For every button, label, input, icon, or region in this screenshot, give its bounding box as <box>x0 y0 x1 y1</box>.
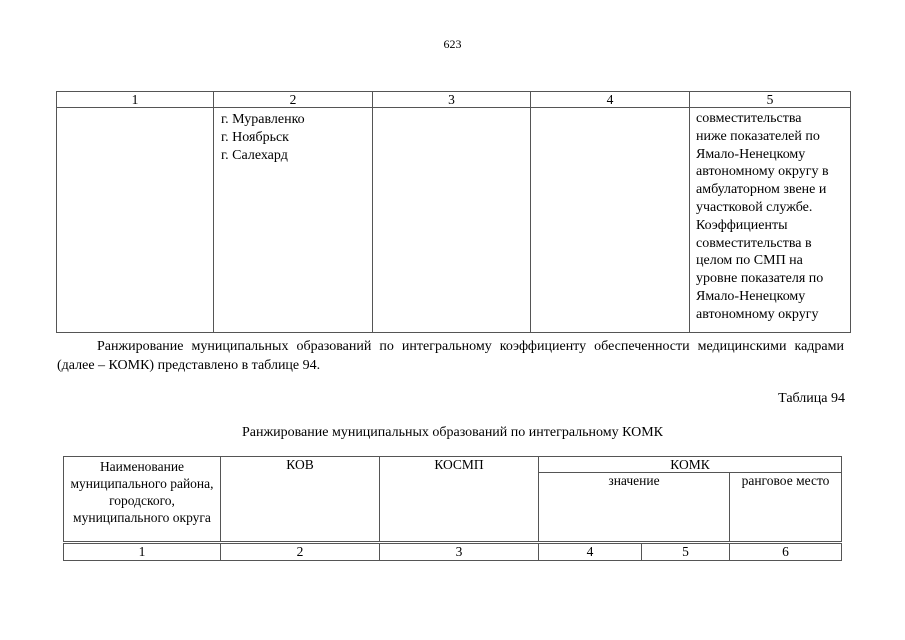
column-number: 6 <box>730 543 842 561</box>
column-number: 1 <box>64 543 221 561</box>
header-cell: 3 <box>373 92 531 108</box>
text-line: целом по СМП на <box>696 253 803 269</box>
table-title: Ранжирование муниципальных образований по интегральному КОМК <box>241 425 664 440</box>
header-kosmp: КОСМП <box>380 457 539 543</box>
text-line: совместительства <box>696 111 802 126</box>
city-list <box>214 108 372 165</box>
text-line: автономному округу <box>696 306 819 322</box>
table-cell <box>214 108 373 333</box>
paragraph-text: Ранжирование муниципальных образований по интегральному коэффициенту обеспеченности медицинскими кадрами (далее – КОМК) представлено в таблице 94. <box>57 339 844 373</box>
column-number: 3 <box>380 543 539 561</box>
text-line: Коэффициенты <box>696 217 788 233</box>
text-line: ниже показателей по <box>696 128 820 144</box>
header-cell: 5 <box>690 92 851 108</box>
city-item: г. Ноябрьск <box>221 130 289 145</box>
text-line: Ямало-Ненецкому <box>696 146 806 162</box>
city-item: г. Муравленко <box>221 112 305 127</box>
comment-text <box>690 108 850 324</box>
text-line: Ямало-Ненецкому <box>696 288 806 304</box>
column-number-row <box>64 543 842 561</box>
page-number: 623 <box>443 37 462 51</box>
text-line: автономному округу в <box>696 164 829 180</box>
header-cell: 1 <box>57 92 214 108</box>
column-number: 4 <box>539 543 642 561</box>
table-cell <box>531 108 690 333</box>
city-item: г. Салехард <box>221 148 288 163</box>
header-komk: КОМК <box>539 457 842 473</box>
header-kov: КОВ <box>221 457 380 543</box>
header-cell: 2 <box>214 92 373 108</box>
table-cell <box>690 108 851 333</box>
table-row <box>57 108 851 333</box>
table-cell <box>57 108 214 333</box>
text-line: участковой службе. <box>696 199 813 215</box>
column-number: 2 <box>221 543 380 561</box>
text-line: совместительства в <box>696 235 812 251</box>
header-cell: 4 <box>531 92 690 108</box>
table-header-row <box>57 92 851 108</box>
ranking-table <box>63 456 842 561</box>
body-paragraph <box>57 337 844 375</box>
column-number: 5 <box>642 543 730 561</box>
continuation-table <box>56 91 851 333</box>
header-rank: ранговое место <box>730 473 842 543</box>
text-line: уровне показателя по <box>696 271 824 287</box>
table-number: Таблица 94 <box>778 391 845 406</box>
text-line: амбулаторном звене и <box>696 182 827 198</box>
header-name: Наименование муниципального района, городского, муниципального округа <box>64 457 221 543</box>
table-cell <box>373 108 531 333</box>
table-header-row <box>64 457 842 473</box>
header-value: значение <box>539 473 730 543</box>
